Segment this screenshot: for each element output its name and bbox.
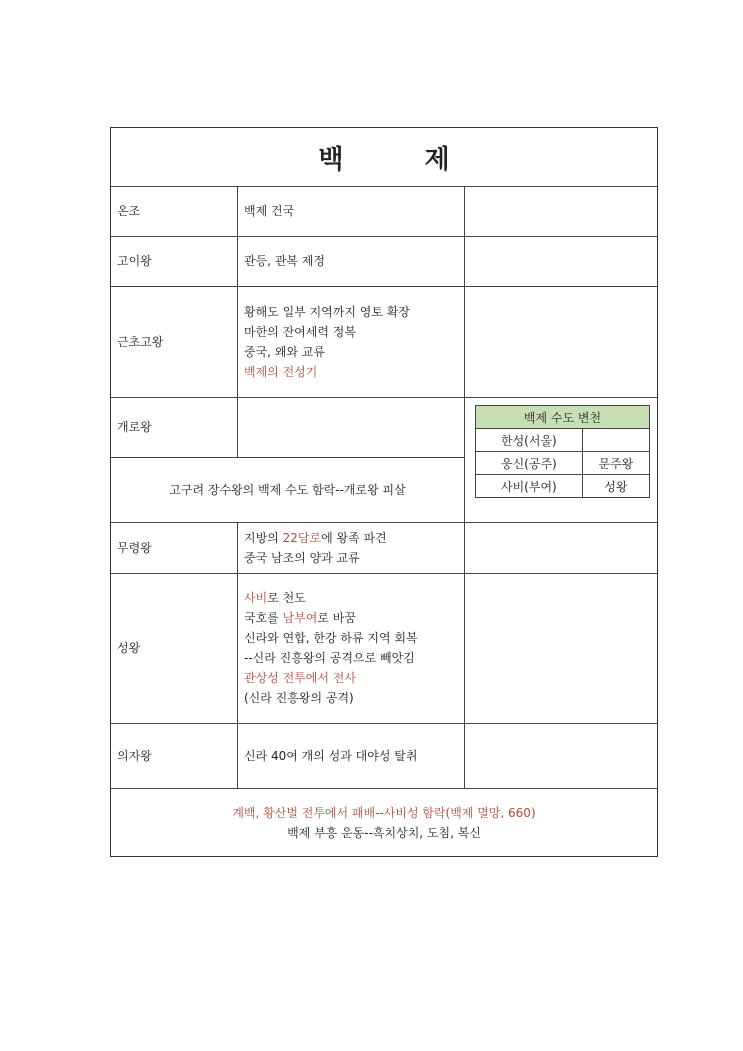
achievement-line: [244, 746, 417, 766]
capital-king: 성왕: [582, 475, 649, 498]
line-text: 관등, 관복 제정: [244, 254, 325, 268]
highlight-text: 사비: [244, 591, 268, 605]
achievement-line: [244, 588, 306, 608]
capital-city: 사비(부여): [476, 475, 583, 498]
line-text: 백제 건국: [244, 204, 295, 218]
line-text: 지방의: [244, 530, 283, 545]
achievement-cell: [244, 186, 462, 236]
achievement-line: [244, 548, 360, 568]
capital-king: [582, 429, 649, 452]
line-text: 황해도 일부 지역까지 영토 확장: [244, 304, 410, 319]
achievement-line: [244, 608, 356, 628]
highlight-text: 관상성 전투에서 전사: [244, 671, 356, 685]
line-text: 로 바꿈: [317, 611, 356, 625]
line-text: 중국, 왜와 교류: [244, 344, 325, 359]
achievement-line: [244, 528, 387, 548]
achievement-line: [244, 688, 354, 708]
king-name: 온조: [117, 204, 141, 218]
achievement-cell: [244, 236, 462, 286]
achievement-cell: [244, 522, 462, 573]
gaero-event: 고구려 장수왕의 백제 수도 함락--개로왕 피살: [169, 482, 406, 497]
highlight-text: 남부여: [282, 611, 318, 625]
capital-city: 한성(서울): [476, 429, 583, 452]
line-text: 중국 남조의 양과 교류: [244, 550, 360, 565]
achievement-cell: [244, 723, 462, 788]
footer-line-2: 백제 부흥 운동--흑치상치, 도침, 복신: [287, 826, 481, 840]
king-name: 무령왕: [117, 540, 152, 555]
achievement-line: [244, 201, 294, 221]
line-text: 에 왕족 파견: [321, 530, 387, 545]
line-text: 국호를: [244, 611, 283, 625]
capital-table: [475, 405, 650, 498]
line-text: --신라 진흥왕의 공격으로 빼앗김: [244, 651, 415, 665]
king-name: 개로왕: [117, 420, 152, 434]
line-text: 마한의 잔여세력 정복: [244, 324, 356, 339]
king-name: 근초고왕: [117, 334, 164, 349]
capital-city: 웅신(공주): [476, 452, 583, 475]
achievement-line: [244, 648, 415, 668]
king-name: 성왕: [117, 641, 141, 655]
line-text: 신라 40여 개의 성과 대야성 탈취: [244, 748, 418, 763]
divider: [237, 186, 238, 457]
capital-king: 문주왕: [582, 452, 649, 475]
achievement-line: [244, 322, 356, 342]
highlight-text: 백제의 전성기: [244, 364, 318, 379]
footer: [111, 788, 657, 858]
achievement-line: [244, 668, 356, 688]
achievement-line: [244, 342, 325, 362]
line-text: 로 천도: [267, 591, 306, 605]
divider: [237, 522, 238, 788]
footer-line-1: 계백, 황산벌 전투에서 패배--사비성 함락(백제 멸망, 660): [232, 806, 536, 820]
capital-table-header: 백제 수도 변천: [476, 406, 650, 429]
achievement-cell: [244, 286, 462, 397]
achievement-line: [244, 251, 325, 271]
achievement-line: [244, 628, 418, 648]
achievement-line: [244, 362, 317, 382]
line-text: 신라와 연합, 한강 하류 지역 회복: [244, 631, 418, 645]
highlight-text: 22담로: [282, 530, 322, 545]
divider: [464, 186, 465, 788]
achievement-cell: [244, 573, 462, 723]
achievement-line: [244, 302, 410, 322]
line-text: (신라 진흥왕의 공격): [244, 691, 354, 705]
king-name: 의자왕: [117, 748, 152, 763]
king-name: 고이왕: [117, 254, 152, 268]
page-title: 백 제: [318, 144, 486, 175]
